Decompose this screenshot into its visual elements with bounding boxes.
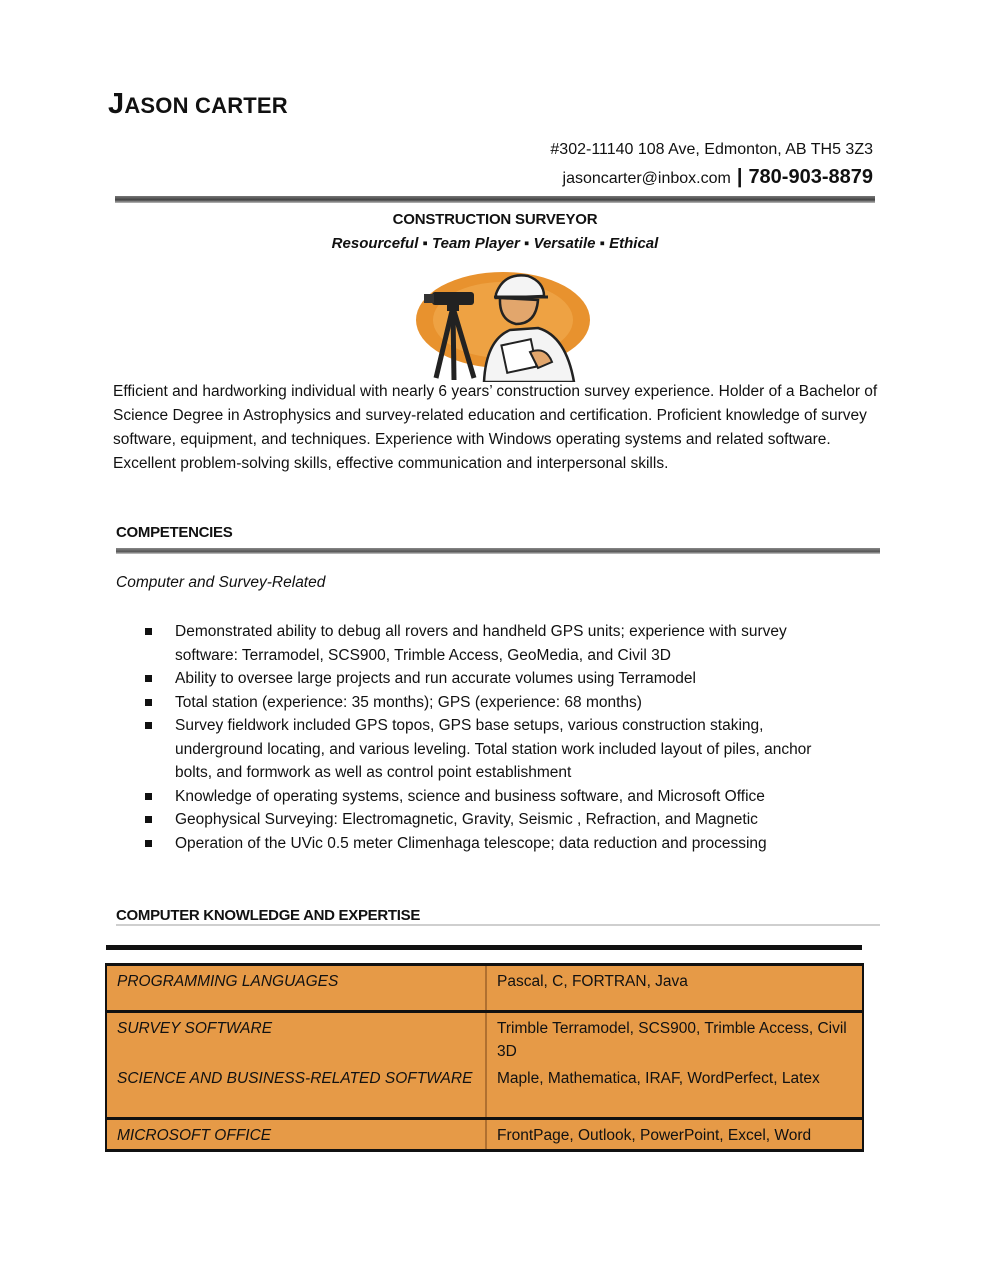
skills-table (105, 963, 864, 1152)
list-item (145, 714, 845, 785)
list-item-text: Operation of the UVic 0.5 meter Climenhaga telescope; data reduction and processing (175, 834, 767, 852)
table-value: Trimble Terramodel, SCS900, Trimble Access, Civil 3D (486, 1012, 863, 1064)
bullet-square-icon (145, 840, 152, 847)
bullet-square-icon (145, 722, 152, 729)
competencies-divider (116, 548, 880, 554)
bullet-square-icon (145, 675, 152, 682)
bullet-square-icon (145, 793, 152, 800)
table-key: MICROSOFT OFFICE (106, 1119, 486, 1151)
list-item (145, 808, 845, 832)
job-title: CONSTRUCTION SURVEYOR (392, 211, 598, 228)
bullet-square-icon (145, 816, 152, 823)
bullet-square-icon (145, 699, 152, 706)
professional-summary: Efficient and hardworking individual with nearly 6 years’ construction survey experience. Holder of a Bachelor of Science Degree in Astrophysics and survey-related education and certification. Proficient knowledge of survey software, equipment, and techniques. Experience with Windows operating systems and related software. Excellent problem-solving skills, effective communication and interpersonal skills. (113, 383, 878, 472)
list-item (145, 620, 845, 667)
table-key: SCIENCE AND BUSINESS-RELATED SOFTWARE (106, 1063, 486, 1119)
table-value: FrontPage, Outlook, PowerPoint, Excel, Word (486, 1119, 863, 1151)
header-divider (115, 196, 875, 203)
contact-separator: | (736, 166, 743, 188)
list-item (145, 832, 845, 856)
list-item-text: Knowledge of operating systems, science and business software, and Microsoft Office (175, 787, 765, 805)
phone-number: 780-903-8879 (748, 166, 873, 188)
competencies-heading: COMPETENCIES (116, 524, 233, 541)
competencies-list (145, 620, 845, 855)
list-item-text: Ability to oversee large projects and run accurate volumes using Terramodel (175, 670, 696, 687)
table-key: PROGRAMMING LANGUAGES (106, 965, 486, 1012)
table-top-rule (106, 945, 862, 950)
list-item-text: Survey fieldwork included GPS topos, GPS base setups, various construction staking, underground locating, and various leveling. Total station work included layout of piles, anchor bolts, and formwork as well as control point establishment (175, 717, 812, 781)
list-item-text: Geophysical Surveying: Electromagnetic, Gravity, Seismic , Refraction, and Magnetic (175, 811, 758, 828)
list-item-text: Demonstrated ability to debug all rovers and handheld GPS units; experience with survey software: Terramodel, SCS900, Trimble Access, GeoMedia, and Civil 3D (175, 623, 787, 664)
contact-line (563, 166, 873, 189)
table-key: SURVEY SOFTWARE (106, 1012, 486, 1064)
name-rest: ASON CARTER (124, 93, 288, 118)
list-item (145, 691, 845, 715)
list-item-text: Total station (experience: 35 months); GPS (experience: 68 months) (175, 693, 642, 711)
competencies-subheading: Computer and Survey-Related (116, 574, 326, 591)
tagline: Resourceful ▪ Team Player ▪ Versatile ▪ Ethical (331, 235, 659, 252)
list-item (145, 667, 845, 691)
table-row (106, 1119, 863, 1151)
bullet-square-icon (145, 628, 152, 635)
table-value: Maple, Mathematica, IRAF, WordPerfect, Latex (486, 1063, 863, 1119)
surveyor-with-theodolite-icon (414, 270, 592, 382)
list-item (145, 785, 845, 809)
table-row (106, 1063, 863, 1119)
email-link[interactable]: jasoncarter@inbox.com (562, 170, 731, 187)
table-row (106, 965, 863, 1012)
candidate-name (108, 88, 288, 121)
table-row (106, 1012, 863, 1064)
computer-expertise-heading: COMPUTER KNOWLEDGE AND EXPERTISE (116, 907, 421, 924)
address: #302-11140 108 Ave, Edmonton, AB TH5 3Z3 (550, 141, 873, 158)
computer-expertise-divider (116, 924, 880, 926)
name-initial: J (108, 88, 125, 120)
table-value: Pascal, C, FORTRAN, Java (486, 965, 863, 1012)
